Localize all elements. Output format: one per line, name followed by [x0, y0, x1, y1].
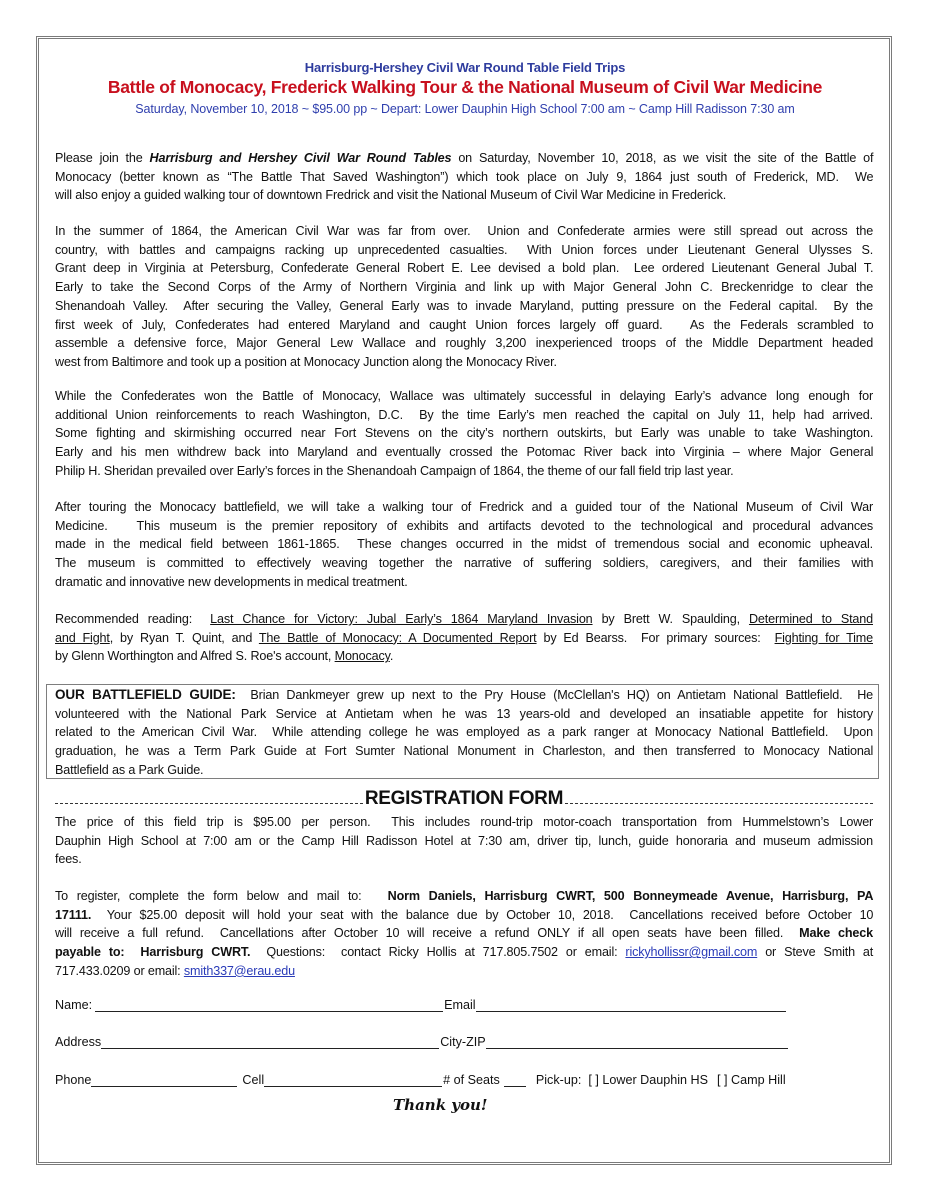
email-label: Email: [444, 998, 476, 1012]
book-title: and Fight: [55, 630, 110, 645]
page-border: [36, 36, 892, 1165]
divider: [55, 803, 363, 804]
city-zip-label: City-ZIP: [440, 1035, 486, 1049]
cell-label: Cell: [242, 1073, 265, 1087]
flyer-title: Battle of Monocacy, Frederick Walking Tour & the National Museum of Civil War Medicine: [107, 77, 823, 97]
divider: [565, 803, 873, 804]
mailing-address: Norm Daniels, Harrisburg CWRT, 500 Bonneymeade Avenue, Harrisburg, PA: [387, 889, 874, 903]
name-field[interactable]: [95, 997, 443, 1012]
book-title: Fighting for Time: [774, 630, 873, 645]
trip-details: Saturday, November 10, 2018 ~ $95.00 pp ~ Depart: Lower Dauphin High School 7:00 am ~ Camp Hill Radisson 7:30 am: [135, 102, 795, 116]
book-title: Monocacy: [334, 649, 390, 664]
form-row-phone-seats: [55, 1072, 786, 1087]
history-paragraph: In the summer of 1864, the American Civil War was far from over. Union and Confederate armies were still spread out across the country, with battles and campaigns racking up unprecedented casualties. With Union forces under Lieutenant General Ulysses S. Grant deep in Virginia at Petersburg, Confederate General Robert E. Lee devised a bold plan. Lee ordered Lieutenant General Jubal T. Early to take the Second Corps of the Army of Northern Virginia and link up with Major General John C. Breckenridge to clear the Shenandoah Valley. After securing the Valley, General Early was to invade Maryland, putting pressure on the Federal capital. By the first week of July, Confederates had entered Maryland and caught Union forces largely off guard. As the Federals scrambled to assemble a defensive force, Major General Lew Wallace and roughly 3,200 inexperienced troops of the Middle Department headed west from Baltimore and took up a position at Monocacy Junction along the Monocacy River.: [55, 224, 874, 369]
seats-field[interactable]: [504, 1072, 526, 1087]
book-title: Last Chance for Victory: Jubal Early’s 1864 Maryland Invasion: [210, 612, 593, 626]
registration-title: REGISTRATION FORM: [364, 788, 564, 809]
price-paragraph: The price of this field trip is $95.00 per person. This includes round-trip motor-coach transportation from Hummelstown’s Lower Dauphin High School at 7:00 am or the Camp Hill Radisson Hotel at 7:30 am, driver tip, lunch, guide honoraria and museum admission fees.: [55, 815, 874, 867]
pickup-lower-dauphin-checkbox[interactable]: [ ] Lower Dauphin HS: [588, 1073, 709, 1087]
form-row-address-city: [55, 1034, 789, 1049]
seats-label: # of Seats: [443, 1073, 500, 1087]
book-title: The Battle of Monocacy: A Documented Report: [258, 630, 537, 645]
name-label: Name:: [55, 998, 93, 1012]
pickup-label: Pick-up:: [535, 1073, 582, 1087]
address-field[interactable]: [101, 1034, 439, 1049]
book-title: Determined to Stand: [748, 612, 873, 626]
phone-field[interactable]: [91, 1072, 237, 1087]
address-label: Address: [55, 1035, 102, 1049]
email-link-steve[interactable]: smith337@erau.edu: [183, 963, 295, 978]
outcome-paragraph: While the Confederates won the Battle of Monocacy, Wallace was ultimately successful in delaying Early’s advance long enough for additional Union reinforcements to reach Washington, D.C. By the time Early’s men reached the capital on July 11, help had arrived. Some fighting and skirmishing occurred near Fort Stevens on the city’s northern outskirts, but Early was unable to take Washington. Early and his men withdrew back into Maryland and eventually crossed the Potomac River back into Virginia – where Major General Philip H. Sheridan prevailed over Early’s forces in the Shenandoah Campaign of 1864, the theme of our fall field trip last year.: [55, 389, 874, 478]
registration-heading: [55, 787, 873, 811]
mailing-paragraph: To register, complete the form below and mail to: Norm Daniels, Harrisburg CWRT, 500 Bonneymeade Avenue, Harrisburg, PA 17111. Your $25.00 deposit will hold your seat with the balance due by October 10, 2018. Cancellations received before October 10 will receive a full refund. Cancellations after October 10 will receive a refund ONLY if all open seats have been filled. Make check payable to: Harrisburg CWRT. Questions: contact Ricky Hollis at 717.805.7502 or email: rickyhollissr@gmail.com or Steve Smith at 717.433.0209 or email: smith337@erau.edu: [55, 889, 874, 978]
museum-paragraph: After touring the Monocacy battlefield, we will take a walking tour of Fredrick and a guided tour of the National Museum of Civil War Medicine. This museum is the premier repository of exhibits and artifacts devoted to the technological and procedural advances made in the medical field between 1861-1865. These changes occurred in the midst of tremendous social and economic upheaval. The museum is committed to effectively weaving together the narrative of suffering soldiers, caregivers, and their families with dramatic and innovative new developments in medical treatment.: [55, 500, 874, 589]
pickup-camp-hill-checkbox[interactable]: [ ] Camp Hill: [717, 1073, 786, 1087]
flyer-subtitle: Harrisburg-Hershey Civil War Round Table Field Trips: [304, 60, 626, 75]
cell-field[interactable]: [264, 1072, 442, 1087]
phone-label: Phone: [55, 1073, 92, 1087]
guide-label: OUR BATTLEFIELD GUIDE:: [55, 687, 236, 702]
round-tables-name: Harrisburg and Hershey Civil War Round Tables: [149, 151, 452, 165]
city-zip-field[interactable]: [486, 1034, 788, 1049]
intro-paragraph: Please join the Harrisburg and Hershey Civil War Round Tables on Saturday, November 10, 2018, as we visit the site of the Battle of Monocacy (better known as “The Battle That Saved Washington”) which took place on July 9, 1864 just south of Frederick, MD. We will also enjoy a guided walking tour of downtown Fredrick and visit the National Museum of Civil War Medicine in Frederick.: [55, 151, 874, 203]
guide-paragraph: OUR BATTLEFIELD GUIDE: Brian Dankmeyer grew up next to the Pry House (McClellan's HQ) on Antietam National Battlefield. He volunteered with the National Park Service at Antietam when he was 13 years-old and developed an insatiable appetite for history related to the American Civil War. While attending college he was employed as a park ranger at Monocacy National Battlefield. Upon graduation, he was a Term Park Guide at Fort Sumter National Monument in Charleston, and then transferred to Monocacy National Battlefield as a Park Guide.: [55, 687, 874, 777]
email-link-ricky[interactable]: rickyhollissr@gmail.com: [625, 945, 758, 960]
recommended-reading: Recommended reading: Last Chance for Victory: Jubal Early’s 1864 Maryland Invasion by Brett W. Spaulding, Determined to Stand and Fight, by Ryan T. Quint, and The Battle of Monocacy: A Documented Report by Ed Bearss. For primary sources: Fighting for Time by Glenn Worthington and Alfred S. Roe's account, Monocacy.: [55, 612, 873, 664]
form-row-name-email: [55, 997, 787, 1012]
email-field[interactable]: [476, 997, 786, 1012]
thank-you-text: Thank you!: [393, 1096, 488, 1114]
